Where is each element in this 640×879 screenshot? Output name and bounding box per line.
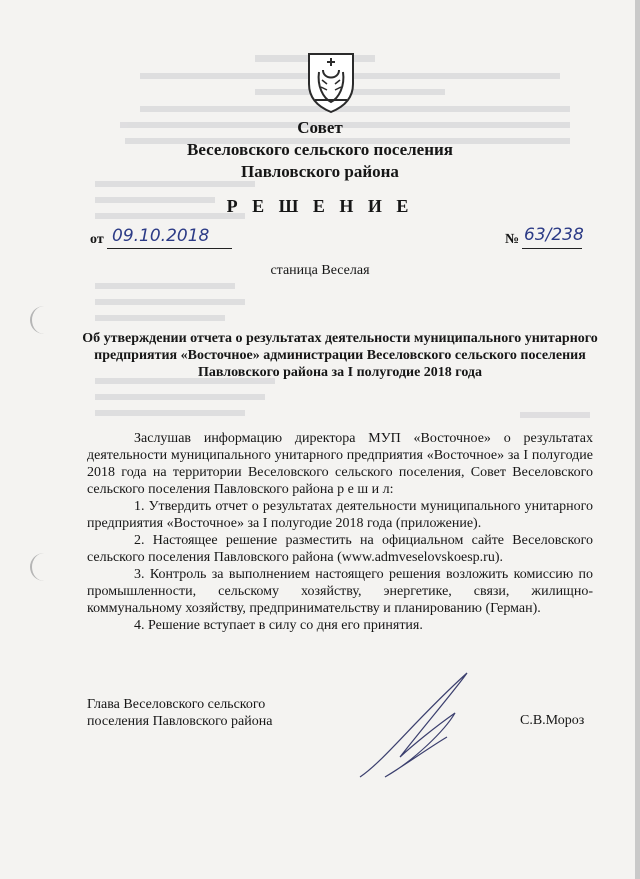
- body-intro: Заслушав информацию директора МУП «Восточное» о результатах деятельности муниципального унитарного предприятия «Восточное» за I полугодие 2018 года на территории Веселовского сельского поселения, Совет Веселовского сельского поселения Павловского района р е ш и л:: [87, 431, 593, 497]
- district-name: Павловского района: [241, 162, 399, 181]
- position-line-1: Глава Веселовского сельского: [87, 697, 266, 712]
- date-underline: [107, 248, 232, 249]
- position-line-2: поселения Павловского района: [87, 714, 273, 729]
- number-underline: [522, 248, 582, 249]
- number-value: 63/238: [524, 225, 584, 245]
- date-value: 09.10.2018: [112, 226, 210, 246]
- decision-heading: Р Е Ш Е Н И Е: [226, 196, 414, 216]
- punch-hole-upper: [30, 306, 54, 334]
- body-item-1: 1. Утвердить отчет о результатах деятельности муниципального унитарного предприятия «Восточное» за I полугодие 2018 года (приложение).: [87, 499, 593, 531]
- punch-hole-lower: [30, 553, 54, 581]
- settlement-name: Веселовского сельского поселения: [186, 140, 453, 159]
- place-name: станица Веселая: [270, 263, 370, 278]
- signatory-name: С.В.Мороз: [520, 713, 585, 728]
- date-label: от: [90, 232, 104, 247]
- council-name: Совет: [297, 118, 343, 137]
- decision-body: [87, 430, 593, 634]
- body-item-4: 4. Решение вступает в силу со дня его принятия.: [134, 618, 423, 633]
- coat-of-arms-emblem: [305, 50, 357, 114]
- number-label: №: [505, 232, 520, 247]
- body-item-3: 3. Контроль за выполнением настоящего решения возложить комиссию по промышленности, сельскому хозяйству, энергетике, связи, жилищно-коммунальному хозяйству, предпринимательству и планированию (Герман).: [87, 567, 593, 616]
- decision-subject: Об утверждении отчета о результатах деятельности муниципального унитарного предприятия «Восточное» администрации Веселовского сельского поселения Павловского района за I полугодие 2018 года: [82, 331, 598, 380]
- signatory-position: [87, 696, 272, 730]
- body-item-2: 2. Настоящее решение разместить на официальном сайте Веселовского сельского поселения Павловского района (www.admveselovskoesp.ru).: [87, 533, 593, 565]
- handwritten-signature: [355, 665, 480, 785]
